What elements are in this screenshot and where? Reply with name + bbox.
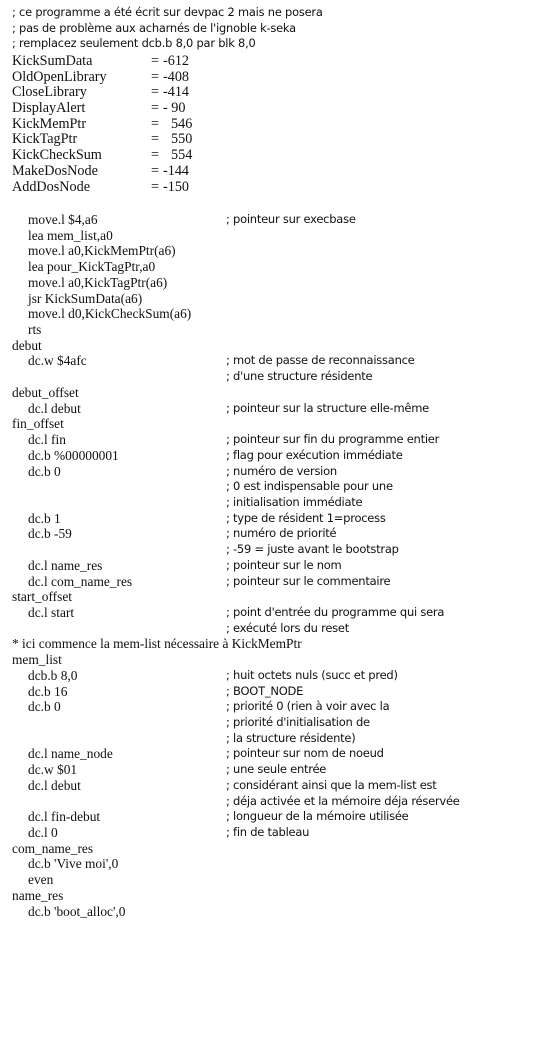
instruction: dc.b 0 [28, 463, 61, 479]
code-comment: ; longueur de la mémoire utilisée [226, 809, 409, 824]
definition-name: KickTagPtr [12, 131, 78, 148]
code-line [12, 401, 542, 417]
definition-equals: = [151, 84, 160, 101]
instruction: dc.l 0 [28, 825, 58, 841]
instruction: dc.b %00000001 [28, 447, 119, 463]
code-line [12, 448, 542, 464]
instruction: move.l a0,KickMemPtr(a6) [28, 243, 176, 259]
instruction: dc.l debut [28, 777, 81, 793]
definition-value: - 90 [163, 100, 186, 117]
code-line [12, 778, 542, 794]
instruction: dc.b 16 [28, 683, 68, 699]
definition-equals: = [151, 162, 160, 179]
instruction: dc.l com_name_res [28, 573, 133, 589]
code-comment: ; priorité 0 (rien à voir avec la [226, 699, 390, 714]
definition-name: OldOpenLibrary [12, 68, 107, 85]
definition-equals: = [151, 131, 160, 148]
instruction: dc.w $4afc [28, 353, 87, 369]
label: mem_list [12, 652, 62, 668]
code-comment: ; BOOT_NODE [226, 683, 304, 698]
definition-equals: = [151, 100, 160, 117]
code-line [12, 385, 542, 401]
definition-name: KickCheckSum [12, 147, 102, 164]
code-line [12, 291, 542, 307]
code-line [12, 809, 542, 825]
code-comment: ; flag pour exécution immédiate [226, 447, 403, 462]
code-line [12, 542, 542, 558]
code-line [12, 275, 542, 291]
code-line [12, 432, 542, 448]
code-comment: ; exécuté lors du reset [226, 620, 350, 635]
code-comment: ; pointeur sur fin du programme entier [226, 432, 440, 447]
definition-value: -612 [163, 53, 190, 69]
definition-value: -408 [163, 68, 190, 85]
definition-name: MakeDosNode [12, 162, 98, 179]
code-comment: ; la structure résidente) [226, 730, 356, 745]
code-comment: ; une seule entrée [226, 762, 327, 777]
code-comment: ; numéro de priorité [226, 526, 337, 541]
code-line [12, 322, 542, 338]
instruction: even [28, 872, 54, 888]
code-line [12, 762, 542, 778]
label: debut [12, 337, 42, 353]
code-line [12, 731, 542, 747]
definition-name: KickSumData [12, 53, 93, 69]
definition-value: 546 [171, 115, 193, 132]
code-line [12, 841, 542, 857]
definition-value: -150 [163, 178, 190, 195]
code-line [12, 636, 542, 652]
code-comment: ; mot de passe de reconnaissance [226, 353, 415, 368]
code-line [12, 259, 542, 275]
code-comment: ; pointeur sur le commentaire [226, 573, 391, 588]
code-comment: ; considérant ainsi que la mem-list est [226, 777, 437, 792]
code-line [12, 746, 542, 762]
code-line [12, 306, 542, 322]
code-line [12, 416, 542, 432]
instruction: lea mem_list,a0 [28, 227, 113, 243]
definition-name: AddDosNode [12, 178, 91, 195]
header-comment-line: ; remplacez seulement dcb.b 8,0 par blk 8,0 [12, 36, 256, 50]
instruction: move.l $4,a6 [28, 212, 98, 227]
instruction: dc.b 'boot_alloc',0 [28, 903, 126, 919]
code-line [12, 511, 542, 527]
instruction: dc.b -59 [28, 526, 72, 542]
code-comment: ; priorité d'initialisation de [226, 715, 370, 729]
code-comment: ; -59 = juste avant le bootstrap [226, 542, 399, 557]
definition-value: 554 [171, 147, 193, 164]
code-line [12, 668, 542, 684]
label: * ici commence la mem-list nécessaire à KickMemPtr [12, 636, 302, 652]
instruction: dc.l fin [28, 432, 66, 448]
code-line [12, 825, 542, 841]
code-listing [12, 212, 542, 919]
code-comment: ; 0 est indispensable pour une [226, 479, 393, 494]
code-line [12, 621, 542, 637]
code-line [12, 605, 542, 621]
label: start_offset [12, 589, 72, 605]
instruction: dc.b 0 [28, 699, 61, 715]
label: name_res [12, 887, 64, 903]
code-line [12, 369, 542, 385]
code-comment: ; fin de tableau [226, 825, 310, 840]
instruction: jsr KickSumData(a6) [28, 290, 143, 306]
definition-equals: = [151, 115, 160, 132]
code-comment: ; déja activée et la mémoire déja réservée [226, 793, 460, 808]
code-line [12, 353, 542, 369]
instruction: dc.b 'Vive moi',0 [28, 856, 119, 872]
code-comment: ; type de résident 1=process [226, 510, 386, 525]
code-comment: ; pointeur sur la structure elle-même [226, 400, 430, 415]
instruction: dc.l fin-debut [28, 809, 101, 825]
definition-name: DisplayAlert [12, 100, 86, 117]
instruction: move.l a0,KickTagPtr(a6) [28, 274, 168, 290]
instruction: dc.w $01 [28, 762, 78, 778]
header-comments [12, 5, 542, 52]
label: com_name_res [12, 840, 94, 856]
code-line [12, 794, 542, 810]
code-line [12, 338, 542, 354]
code-line [12, 574, 542, 590]
code-line [12, 699, 542, 715]
code-comment: ; pointeur sur le nom [226, 557, 342, 572]
code-line [12, 856, 542, 872]
code-line [12, 652, 542, 668]
code-line [12, 479, 542, 495]
definition-value: -414 [163, 84, 190, 101]
definition-equals: = [151, 68, 160, 85]
code-line [12, 228, 542, 244]
code-line [12, 495, 542, 511]
code-line [12, 684, 542, 700]
code-line [12, 715, 542, 731]
code-comment: ; pointeur sur execbase [226, 212, 356, 226]
label: fin_offset [12, 416, 64, 432]
code-line [12, 212, 542, 228]
code-comment: ; d'une structure résidente [226, 369, 373, 384]
definition-value: 550 [171, 131, 193, 148]
instruction: rts [28, 322, 42, 338]
definition-name: KickMemPtr [12, 115, 87, 132]
instruction: move.l d0,KickCheckSum(a6) [28, 306, 192, 322]
instruction: dc.l name_node [28, 746, 113, 762]
instruction: dcb.b 8,0 [28, 667, 78, 683]
code-line [12, 243, 542, 259]
code-comment: ; point d'entrée du programme qui sera [226, 604, 445, 619]
definition-value: -144 [163, 162, 190, 179]
code-comment: ; pointeur sur nom de noeud [226, 746, 384, 761]
instruction: dc.l start [28, 604, 75, 620]
definition-equals: = [151, 147, 160, 164]
instruction: dc.l name_res [28, 557, 103, 573]
definition-equals: = [151, 53, 160, 69]
code-line [12, 872, 542, 888]
header-comment-line: ; pas de problème aux acharnés de l'ignoble k-seka [12, 20, 296, 35]
code-comment: ; initialisation immédiate [226, 494, 363, 509]
code-line [12, 526, 542, 542]
code-line [12, 464, 542, 480]
instruction: dc.l debut [28, 400, 81, 416]
code-line [12, 558, 542, 574]
label: debut_offset [12, 384, 79, 400]
code-line [12, 589, 542, 605]
instruction: dc.b 1 [28, 510, 61, 526]
code-line [12, 904, 542, 920]
code-line [12, 888, 542, 904]
code-comment: ; huit octets nuls (succ et pred) [226, 667, 398, 682]
definition-name: CloseLibrary [12, 84, 87, 101]
instruction: lea pour_KickTagPtr,a0 [28, 259, 156, 275]
header-comment-line: ; ce programme a été écrit sur devpac 2 mais ne posera [12, 5, 323, 19]
code-comment: ; numéro de version [226, 463, 337, 478]
definition-equals: = [151, 178, 160, 195]
